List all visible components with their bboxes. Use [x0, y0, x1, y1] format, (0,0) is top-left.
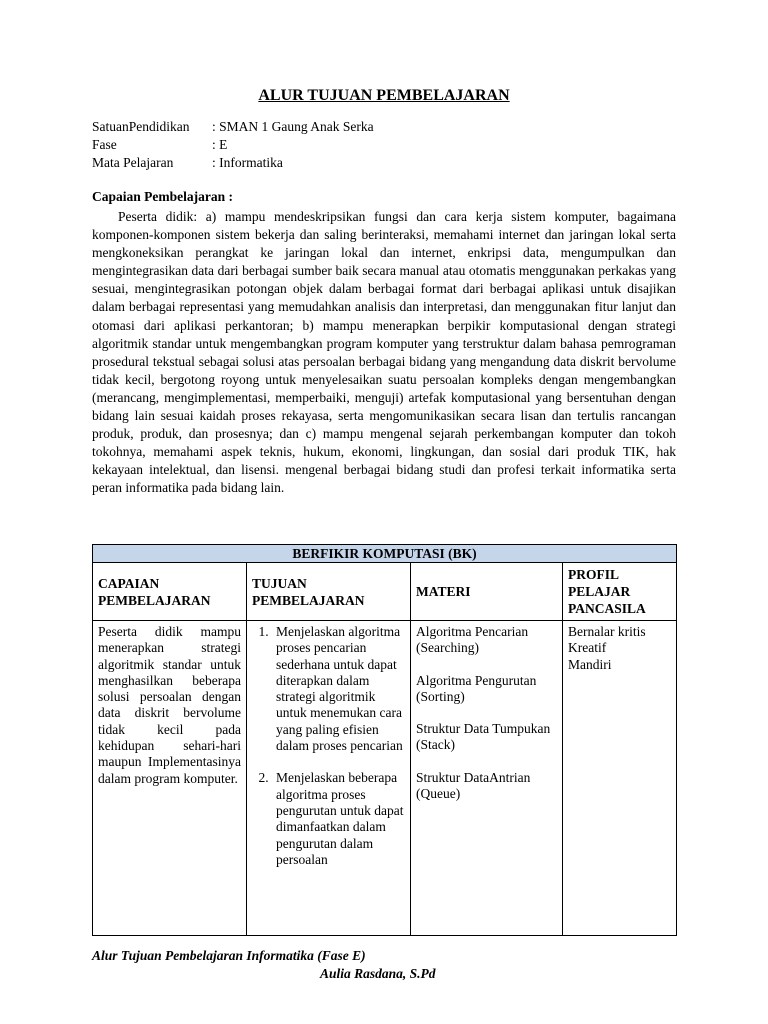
meta-row-satuan	[92, 118, 374, 136]
header-capaian: CAPAIAN PEMBELAJARAN	[93, 563, 247, 621]
document-meta	[92, 118, 374, 172]
cell-materi	[411, 621, 563, 936]
cell-capaian	[93, 621, 247, 936]
table-title: BERFIKIR KOMPUTASI (BK)	[93, 545, 677, 563]
meta-row-fase	[92, 136, 374, 154]
table-row	[93, 621, 677, 936]
header-profil: PROFIL PELAJAR PANCASILA	[563, 563, 677, 621]
bk-table	[92, 544, 677, 936]
cell-profil	[563, 621, 677, 936]
header-materi: MATERI	[411, 563, 563, 621]
meta-label: Mata Pelajaran	[92, 155, 174, 170]
page-title: ALUR TUJUAN PEMBELAJARAN	[258, 87, 510, 104]
list-item: Mandiri	[568, 656, 612, 672]
meta-label: SatuanPendidikan	[92, 119, 190, 134]
capaian-heading: Capaian Pembelajaran :	[92, 189, 233, 204]
list-item: Algoritma Pencarian (Searching)	[416, 624, 529, 656]
footer-author: Aulia Rasdana, S.Pd	[320, 966, 436, 981]
header-tujuan: TUJUAN PEMBELAJARAN	[247, 563, 411, 621]
meta-value: : E	[212, 137, 228, 152]
meta-value: : SMAN 1 Gaung Anak Serka	[212, 119, 374, 134]
footer-title: Alur Tujuan Pembelajaran Informatika (Fase E)	[92, 948, 366, 963]
list-item: Struktur Data Tumpukan (Stack)	[416, 721, 551, 753]
list-item: 2. Menjelaskan beberapa algoritma proses pengurutan untuk dapat dimanfaatkan dalam pengurutan dalam persoalan	[272, 770, 405, 868]
meta-row-mapel	[92, 154, 374, 172]
meta-value: : Informatika	[212, 155, 283, 170]
tujuan-list	[252, 624, 405, 868]
meta-label: Fase	[92, 137, 117, 152]
cell-tujuan	[247, 621, 411, 936]
list-item: Kreatif	[568, 640, 607, 656]
list-item: Bernalar kritis	[568, 624, 646, 639]
capaian-paragraph: Peserta didik: a) mampu mendeskripsikan fungsi dan cara kerja sistem komputer, bagaimana komponen-komponen sistem bekerja dan saling berinteraksi, memahami internet dan jaringan lokal serta mengkoneksikan perangkat ke jaringan lokal dan internet, enkripsi data, mengumpulkan dan mengintegrasikan data dari berbagai sumber baik secara manual atau otomatis menggunakan perkakas yang sesuai, mengintegrasikan potongan objek dalam berbagai format dari berbagai aplikasi untuk disajikan dalam berbagai representasi yang memudahkan analisis dan interpretasi, dan menggunakan fitur lanjut dan otomasi dari aplikasi perkantoran; b) mampu menerapkan berpikir komputasional dengan strategi algoritmik standar untuk mengembangkan program komputer yang terstruktur dalam bahasa pemrograman prosedural tekstual sebagai solusi atas persoalan berbagai bidang yang mengandung data diskrit bervolume tidak kecil, bergotong royong untuk menyelesaikan suatu persoalan kompleks dengan mengembangkan (merancang, mengimplementasi, memperbaiki, menguji) artefak komputasional yang bersentuhan dengan bidang lain sesuai kaidah proses rekayasa, serta mengomunikasikan secara lisan dan tertulis rancangan produk, produk, dan prosesnya; dan c) mampu mengenal sejarah perkembangan komputer dan tokoh tokohnya, memahami aspek teknis, hukum, ekonomi, lingkungan, dan sosial dari produk TIK, hak kekayaan intelektual, dan lisensi. mengenal berbagai bidang studi dan profesi terkait informatika serta peran informatika pada bidang lain.	[92, 209, 676, 496]
capaian-cell-text: Peserta didik mampu menerapkan strategi algoritmik standar untuk menghasilkan beberapa solusi persoalan dengan data diskrit bervolume tidak kecil pada kehidupan sehari-hari maupun Implementasinya dalam program komputer.	[98, 624, 241, 786]
list-item: 1. Menjelaskan algoritma proses pencarian sederhana untuk dapat diterapkan dalam strategi algoritmik untuk menemukan cara yang paling efisien dalam proses pencarian	[272, 624, 405, 754]
list-item: Algoritma Pengurutan (Sorting)	[416, 672, 537, 704]
list-item: Struktur DataAntrian (Queue)	[416, 769, 531, 802]
